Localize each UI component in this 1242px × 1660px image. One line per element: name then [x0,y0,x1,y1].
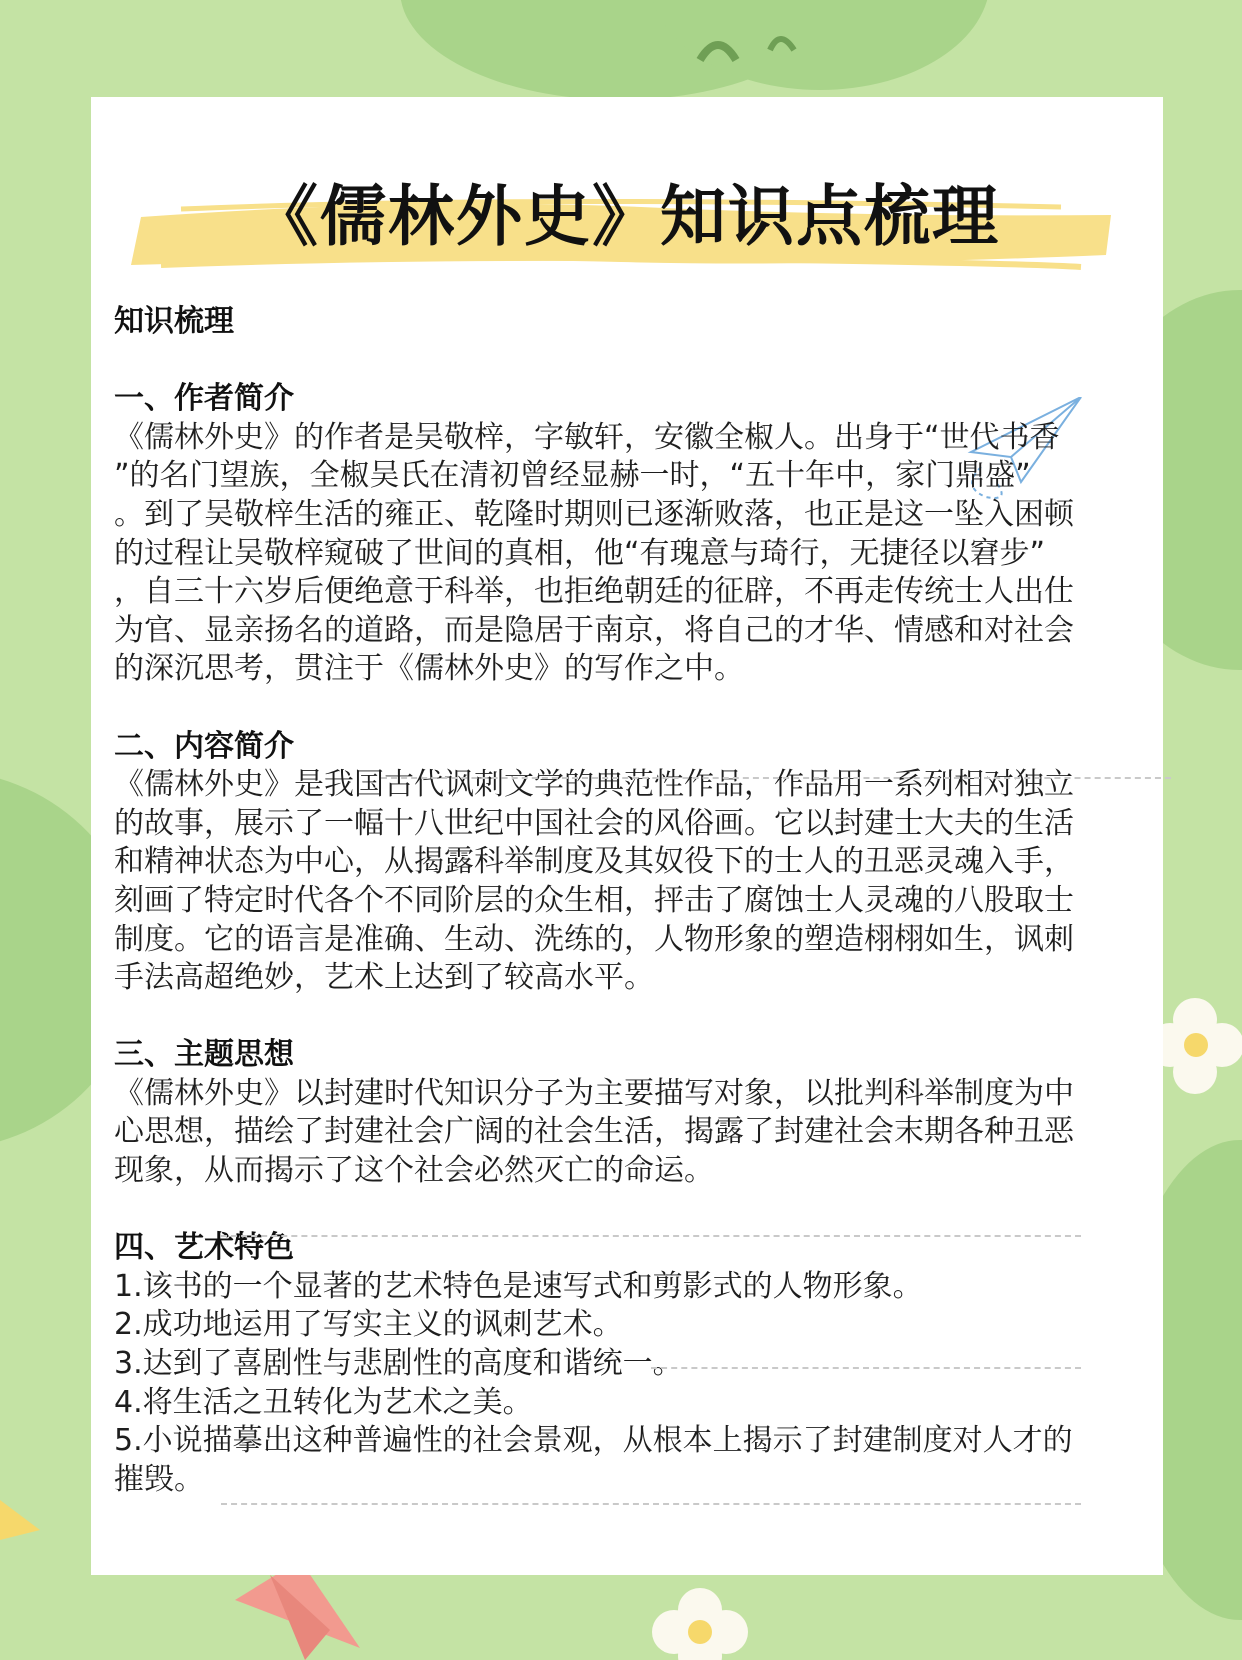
dashed-divider [651,1367,1081,1369]
list-item: 5.小说描摹出这种普遍性的社会景观，从根本上揭示了封建制度对人才的 [114,1423,1073,1459]
list-item: 2.成功地运用了写实主义的讽刺艺术。 [114,1307,623,1343]
section-heading-art: 四、艺术特色 [114,1230,294,1266]
paragraph-line: 心思想，描绘了封建社会广阔的社会生活，揭露了封建社会末期各种丑恶 [114,1114,1074,1150]
section-heading: 知识梳理 [114,304,234,339]
article-card [91,97,1163,1575]
paragraph-line: ，自三十六岁后便绝意于科举，也拒绝朝廷的征辟，不再走传统士人出仕 [114,574,1074,610]
section-heading-content: 二、内容简介 [114,728,294,764]
list-item: 3.达到了喜剧性与悲剧性的高度和谐统一。 [114,1346,683,1382]
paragraph-line: 的过程让吴敬梓窥破了世间的真相，他“有瑰意与琦行，无捷径以窘步” [114,535,1046,571]
paragraph-line: 和精神状态为中心，从揭露科举制度及其奴役下的士人的丑恶灵魂入手， [114,844,1074,880]
paragraph-line: 《儒林外史》的作者是吴敬梓，字敏轩，安徽全椒人。出身于“世代书香 [114,419,1060,455]
title-banner [121,137,1131,297]
paragraph-line: 制度。它的语言是准确、生动、洗练的，人物形象的塑造栩栩如生，讽刺 [114,921,1074,957]
paragraph-line: 。到了吴敬梓生活的雍正、乾隆时期则已逐渐败落，也正是这一坠入困顿 [114,496,1074,532]
paragraph-line: 手法高超绝妙，艺术上达到了较高水平。 [114,960,654,996]
paragraph-line: 《儒林外史》是我国古代讽刺文学的典范性作品，作品用一系列相对独立 [114,767,1074,803]
section-heading-theme: 三、主题思想 [114,1037,294,1073]
dashed-divider [221,1235,1081,1237]
dashed-divider [221,1503,1081,1505]
page-title: 《儒林外史》知识点梳理 [252,178,1000,255]
paragraph-line: ”的名门望族，全椒吴氏在清初曾经显赫一时，“五十年中，家门鼎盛” [114,458,1031,494]
list-item: 摧毁。 [114,1461,204,1497]
list-item: 4.将生活之丑转化为艺术之美。 [114,1384,533,1420]
dashed-divider [381,777,1171,779]
list-item: 1.该书的一个显著的艺术特色是速写式和剪影式的人物形象。 [114,1268,923,1304]
paragraph-line: 为官、显亲扬名的道路，而是隐居于南京，将自己的才华、情感和对社会 [114,612,1074,648]
paragraph-line: 《儒林外史》以封建时代知识分子为主要描写对象，以批判科举制度为中 [114,1075,1074,1111]
paragraph-line: 的故事，展示了一幅十八世纪中国社会的风俗画。它以封建士大夫的生活 [114,805,1074,841]
paragraph-line: 现象，从而揭示了这个社会必然灭亡的命运。 [114,1153,714,1189]
section-heading-author: 一、作者简介 [114,381,294,417]
article-body [114,303,1144,1499]
paragraph-line: 刻画了特定时代各个不同阶层的众生相，抨击了腐蚀士人灵魂的八股取士 [114,882,1074,918]
paragraph-line: 的深沉思考，贯注于《儒林外史》的写作之中。 [114,651,744,687]
